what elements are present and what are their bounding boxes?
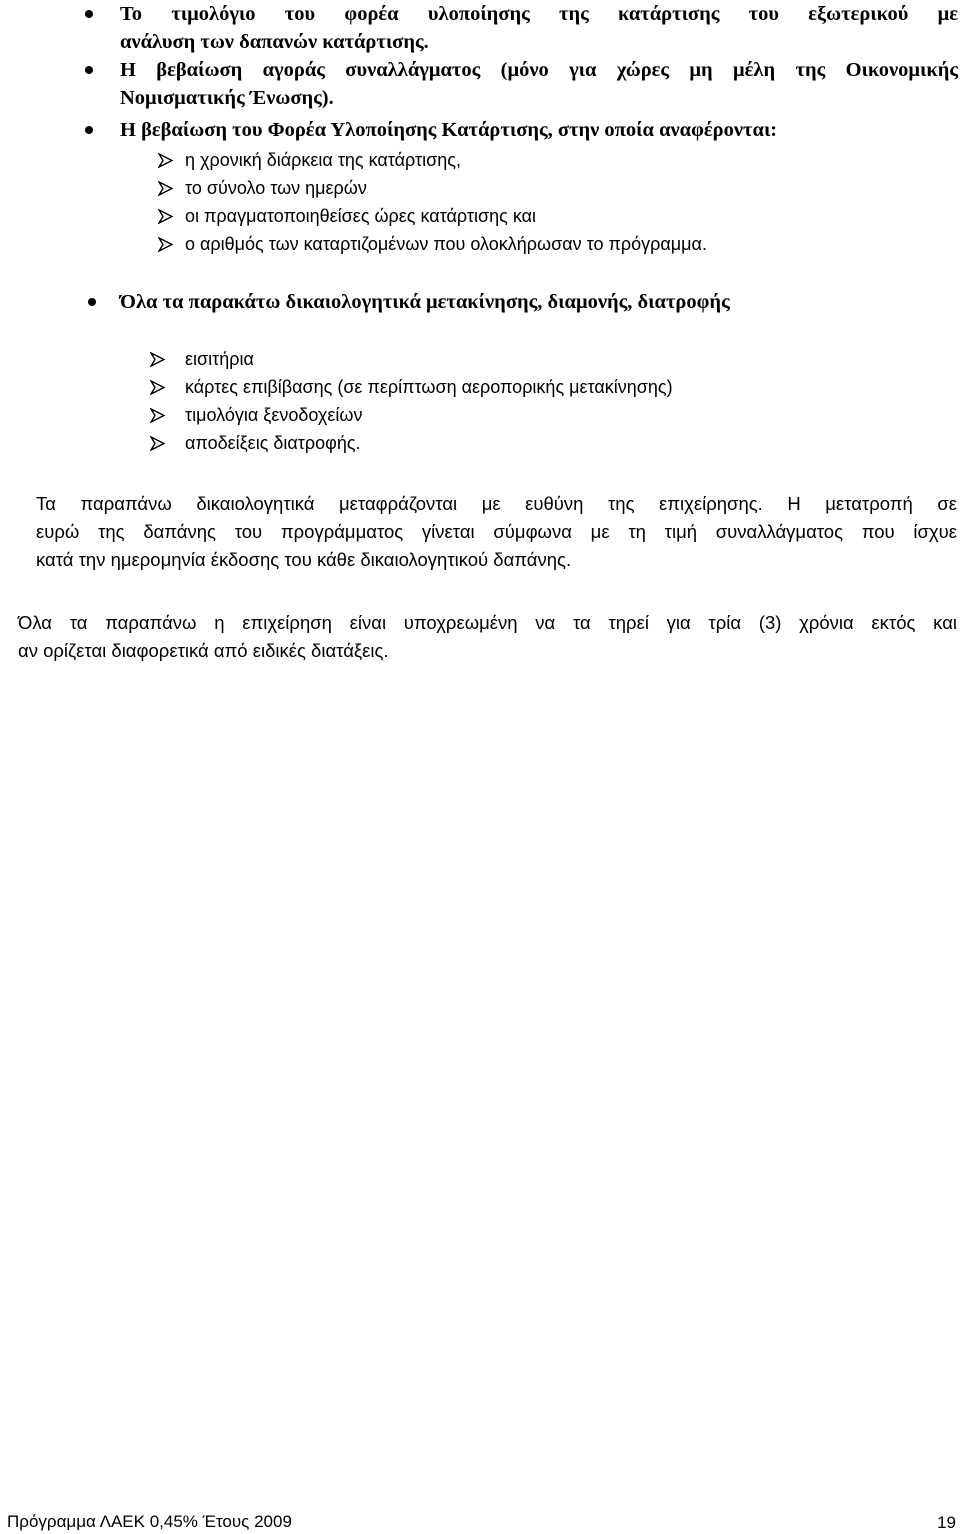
list-item (185, 345, 673, 373)
bullet-line: Το τιμολόγιο του φορέα υλοποίησης της κατάρτισης του εξωτερικού με (120, 3, 958, 25)
translation-paragraph (36, 490, 957, 574)
bullet-line: Η βεβαίωση αγοράς συναλλάγματος (μόνο για χώρες μη μέλη της Οικονομικής (120, 59, 958, 81)
sublist-text: κάρτες επιβίβασης (σε περίπτωση αεροπορικής μετακίνησης) (185, 377, 673, 397)
sublist-text: τιμολόγια ξενοδοχείων (185, 405, 363, 425)
bullet-dot-icon (85, 126, 93, 134)
list-item (185, 373, 673, 401)
list-item (185, 146, 707, 174)
bullet-item-invoice (120, 0, 958, 56)
sublist-text: οι πραγματοποιηθείσες ώρες κατάρτισης και (185, 206, 537, 226)
sublist-text: αποδείξεις διατροφής. (185, 433, 361, 453)
list-item (185, 230, 707, 258)
bullet-line: Όλα τα παρακάτω δικαιολογητικά μετακίνησης, διαμονής, διατροφής (120, 291, 730, 313)
sublist-text: η χρονική διάρκεια της κατάρτισης, (185, 150, 461, 170)
sublist-text: εισιτήρια (185, 349, 254, 369)
paragraph-line: ευρώ της δαπάνης του προγράμματος γίνεται σύμφωνα με τη τιμή συναλλάγματος που ίσχυε (36, 521, 957, 542)
provider-certificate-sublist (185, 146, 707, 258)
list-item (185, 202, 707, 230)
bullet-item-provider-certificate (120, 116, 960, 144)
bullet-dot-icon (85, 66, 93, 74)
travel-documents-sublist (185, 345, 673, 457)
bullet-dot-icon (88, 298, 96, 306)
paragraph-line: Όλα τα παραπάνω η επιχείρηση είναι υποχρεωμένη να τα τηρεί για τρία (3) χρόνια εκτός και (18, 612, 957, 633)
paragraph-line: αν ορίζεται διαφορετικά από ειδικές διατάξεις. (18, 640, 389, 661)
bullet-line: ανάλυση των δαπανών κατάρτισης. (120, 31, 429, 53)
sublist-text: το σύνολο των ημερών (185, 178, 367, 198)
paragraph-line: Τα παραπάνω δικαιολογητικά μεταφράζονται με ευθύνη της επιχείρησης. Η μετατροπή σε (36, 493, 957, 514)
retention-paragraph (18, 609, 957, 665)
footer-program-label: Πρόγραμμα ΛΑΕΚ 0,45% Έτους 2009 (7, 1512, 292, 1531)
list-item (185, 174, 707, 202)
paragraph-line: κατά την ημερομηνία έκδοσης του κάθε δικαιολογητικού δαπάνης. (36, 549, 572, 570)
bullet-line: Νομισματικής Ένωσης). (120, 87, 334, 109)
sublist-text: ο αριθμός των καταρτιζομένων που ολοκλήρωσαν το πρόγραμμα. (185, 234, 707, 254)
bullet-line: Η βεβαίωση του Φορέα Υλοποίησης Κατάρτισης, στην οποία αναφέρονται: (120, 119, 778, 141)
page-number: 19 (937, 1513, 956, 1532)
list-item (185, 429, 673, 457)
bullet-dot-icon (85, 10, 93, 18)
list-item (185, 401, 673, 429)
bullet-item-travel-documents (120, 288, 960, 316)
bullet-item-exchange-certificate (120, 56, 958, 112)
